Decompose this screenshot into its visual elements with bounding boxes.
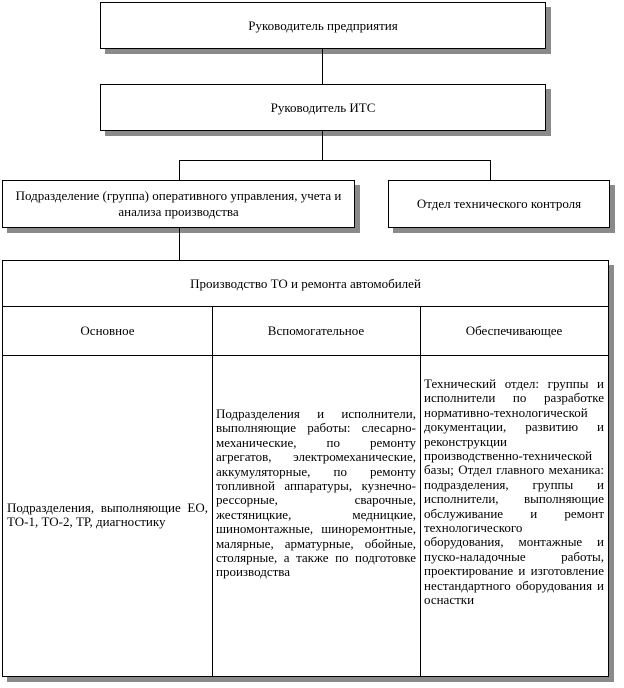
production-title-label: Производство ТО и ремонта автомобилей bbox=[190, 275, 421, 291]
connector-its-down bbox=[322, 131, 323, 161]
column-header-main bbox=[3, 306, 213, 356]
connector-left-drop bbox=[179, 160, 180, 180]
its-head-label: Руководитель ИТС bbox=[270, 99, 376, 115]
column-header-support-label: Обеспечивающее bbox=[465, 322, 563, 338]
production-table bbox=[2, 260, 609, 677]
cell-main-text: Подразделения, выполняющие ЕО, ТО-1, ТО-2, ТР, диагностику bbox=[7, 500, 208, 530]
director-box bbox=[100, 2, 546, 49]
column-header-auxiliary-label: Вспомогательное bbox=[267, 322, 365, 338]
connector-operative-production bbox=[179, 228, 180, 260]
connector-director-its bbox=[322, 49, 323, 84]
director-label: Руководитель предприятия bbox=[248, 17, 398, 33]
tech-control-label: Отдел технического контроля bbox=[416, 196, 582, 212]
operative-unit-box bbox=[2, 180, 355, 228]
its-head-box bbox=[100, 84, 546, 131]
connector-right-drop bbox=[490, 160, 491, 180]
connector-horizontal bbox=[179, 160, 491, 161]
column-header-main-label: Основное bbox=[80, 322, 135, 338]
cell-support-text: Технический отдел: группы и исполнители по разработке нормативно-технологической документации, развитию и реконструкции производственно-технической базы; Отдел главного механика: подразделения, группы и исполнители, выполняющие обслуживание и ремонт технологического оборудования, монтажные и пуско-наладочные работы, проектирование и изготовление нестандартного оборудования и оснастки bbox=[424, 376, 604, 608]
operative-unit-label: Подразделение (группа) оперативного управления, учета и анализа производства bbox=[15, 188, 342, 219]
cell-support bbox=[420, 355, 608, 676]
cell-main bbox=[3, 355, 213, 676]
cell-auxiliary-text: Подразделения и исполнители, выполняющие работы: слесарно-механические, по ремонту агрегатов, электромеханические, аккумуляторные, по ремонту топливной аппаратуры, кузнечно-рессорные, сварочные, жестяницкие, медницкие, шиномонтажные, шиноремонтные, малярные, арматурные, обойные, столярные, а также по подготовке производства bbox=[216, 406, 416, 580]
cell-auxiliary bbox=[212, 355, 421, 676]
tech-control-box bbox=[388, 180, 610, 228]
production-title bbox=[3, 261, 608, 307]
column-header-auxiliary bbox=[212, 306, 421, 356]
column-header-support bbox=[420, 306, 608, 356]
